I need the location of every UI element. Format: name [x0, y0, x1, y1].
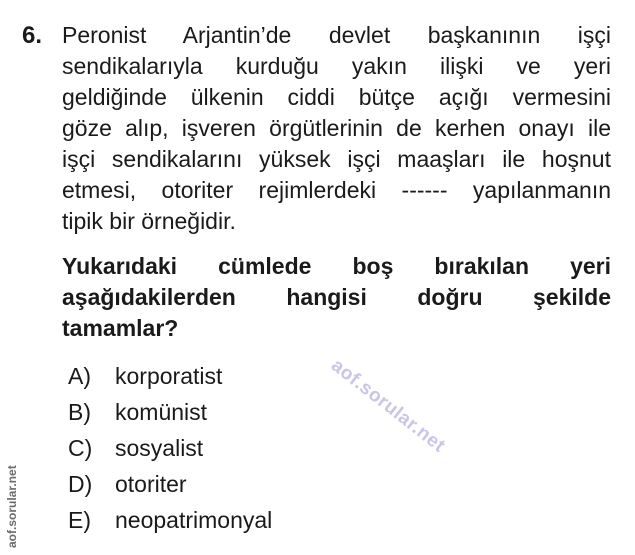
- option-text: korporatist: [115, 363, 223, 389]
- question-stem: [62, 20, 611, 237]
- option-letter: A): [68, 363, 91, 389]
- option-text: otoriter: [115, 471, 187, 497]
- stem-line: sendikalarıyla kurduğu yakın ilişki ve yeri: [62, 53, 611, 79]
- stem-line: tipik bir örneğidir.: [62, 208, 236, 234]
- question-prompt: [62, 251, 611, 344]
- watermark-side: aof.sorular.net: [5, 465, 19, 548]
- option-a[interactable]: [68, 358, 272, 394]
- option-letter: C): [68, 435, 93, 461]
- stem-line: işçi sendikalarını yüksek işçi maaşları ile hoşnut: [62, 146, 611, 172]
- prompt-line: tamamlar?: [62, 315, 179, 341]
- question-number: 6.: [22, 22, 43, 49]
- option-b[interactable]: [68, 394, 272, 430]
- option-letter: D): [68, 471, 93, 497]
- option-text: komünist: [115, 399, 208, 425]
- option-e[interactable]: [68, 502, 272, 538]
- stem-line: Peronist Arjantin’de devlet başkanının işçi: [62, 22, 611, 48]
- option-letter: E): [68, 507, 91, 533]
- prompt-line: aşağıdakilerden hangisi doğru şekilde: [62, 284, 611, 310]
- option-text: neopatrimonyal: [115, 507, 273, 533]
- answer-options: [68, 358, 272, 538]
- option-text: sosyalist: [115, 435, 204, 461]
- option-letter: B): [68, 399, 91, 425]
- option-d[interactable]: [68, 466, 272, 502]
- prompt-line: Yukarıdaki cümlede boş bırakılan yeri: [62, 253, 611, 279]
- stem-line: etmesi, otoriter rejimlerdeki ------ yapılanmanın: [62, 177, 611, 203]
- option-c[interactable]: [68, 430, 272, 466]
- watermark-diagonal: aof.sorular.net: [327, 355, 450, 457]
- stem-line: geldiğinde ülkenin ciddi bütçe açığı vermesini: [62, 84, 611, 110]
- stem-line: göze alıp, işveren örgütlerinin de kerhen onayı ile: [62, 115, 611, 141]
